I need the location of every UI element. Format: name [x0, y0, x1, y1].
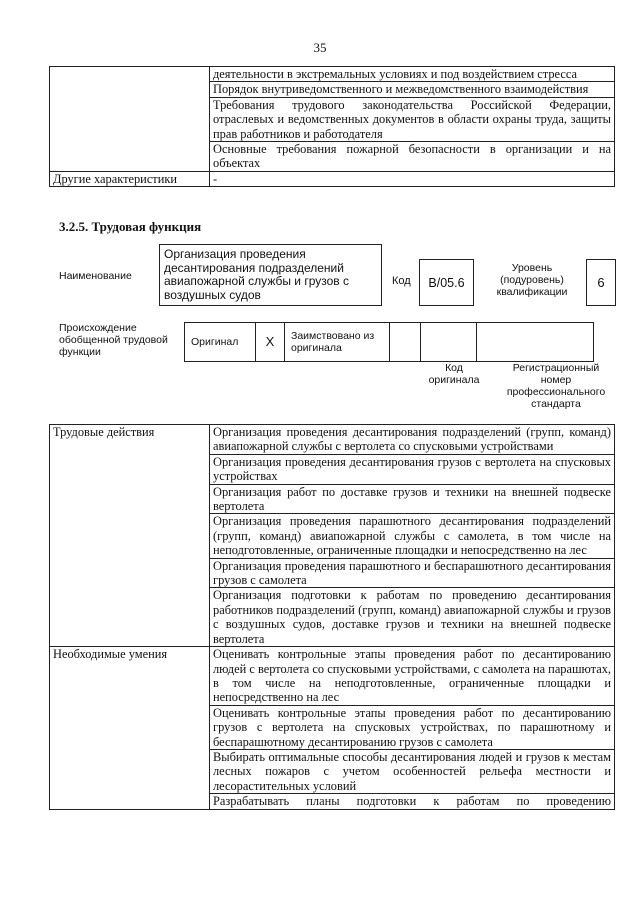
- skill-item: Оценивать контрольные этапы проведения работ по десантированию грузов с вертолета на спусковых устройствах, по парашютному и беспарашютному десантированию грузов с самолета: [210, 705, 615, 749]
- labor-function-table: [49, 424, 615, 810]
- level-label: Уровень (подуровень) квалификации: [496, 262, 568, 298]
- origin-table: [184, 322, 594, 362]
- knowledge-item: Требования трудового законодательства Российской Федерации, отраслевых и ведомственных документов в области охраны труда, защиты прав работников и работодателя: [210, 97, 615, 141]
- knowledge-item: Основные требования пожарной безопасности в организации и на объектах: [210, 142, 615, 172]
- original-mark: X: [256, 323, 285, 362]
- level-box: 6: [586, 259, 616, 306]
- knowledge-label-cell: [50, 67, 210, 172]
- labor-action-item: Организация проведения парашютного и беспарашютного десантирования грузов с самолета: [210, 558, 615, 588]
- reg-number-cell: [477, 323, 594, 362]
- borrowed-label: Заимствовано из оригинала: [285, 323, 390, 362]
- skill-item: Разрабатывать планы подготовки к работам по проведению: [210, 794, 615, 809]
- function-name-box: Организация проведения десантирования подразделений авиапожарной службы и грузов с воздушных судов: [159, 244, 382, 306]
- borrowed-check-cell: [390, 323, 421, 362]
- labor-action-item: Организация проведения парашютного десантирования подразделений (групп, команд) авиапожарной службы с самолета, в том числе на неподготовленные, ограниченные площадки и непосредственно на лес: [210, 514, 615, 558]
- table-row: [50, 171, 615, 186]
- knowledge-item: Порядок внутриведомственного и межведомственного взаимодействия: [210, 82, 615, 97]
- page-number: 35: [313, 40, 327, 55]
- table-row: [50, 425, 615, 455]
- code-box: B/05.6: [419, 259, 474, 306]
- labor-action-item: Организация работ по доставке грузов и техники на внешней подвеске вертолета: [210, 484, 615, 514]
- table-row: [50, 67, 615, 82]
- code-label: Код: [392, 275, 411, 287]
- skill-item: Выбирать оптимальные способы десантирования людей и грузов к местам лесных пожаров с учетом особенностей рельефа местности и лесорастительных условий: [210, 749, 615, 793]
- labor-action-item: Организация проведения десантирования подразделений (групп, команд) авиапожарной службы с вертолета со спусковыми устройствами: [210, 425, 615, 455]
- other-characteristics-label: Другие характеристики: [50, 171, 210, 186]
- section-heading: 3.2.5. Трудовая функция: [59, 219, 202, 234]
- knowledge-item: деятельности в экстремальных условиях и под воздействием стресса: [210, 67, 615, 82]
- labor-actions-label: Трудовые действия: [50, 425, 210, 647]
- table-row: [50, 647, 615, 706]
- name-label: Наименование: [59, 270, 132, 282]
- code-original-label: Код оригинала: [428, 362, 480, 386]
- origin-label: Происхождение обобщенной трудовой функции: [59, 322, 168, 358]
- skill-item: Оценивать контрольные этапы проведения работ по десантированию людей с вертолета со спусковыми устройствами, с самолета на парашютах, в том числе на неподготовленные, ограниченные площадки и непосредственно на лес: [210, 647, 615, 706]
- skills-label: Необходимые умения: [50, 647, 210, 809]
- knowledge-continuation-table: [49, 66, 615, 187]
- reg-number-label: Регистрационный номер профессионального стандарта: [506, 362, 606, 410]
- code-original-cell: [421, 323, 477, 362]
- labor-action-item: Организация подготовки к работам по проведению десантирования работников подразделений (групп, команд) авиапожарной службы и грузов с воздушных судов, доставке грузов и техники на внешней подвеске вертолета: [210, 588, 615, 647]
- other-characteristics-value: -: [210, 171, 615, 186]
- original-label: Оригинал: [185, 323, 256, 362]
- labor-action-item: Организация проведения десантирования грузов с вертолета на спусковых устройствах: [210, 454, 615, 484]
